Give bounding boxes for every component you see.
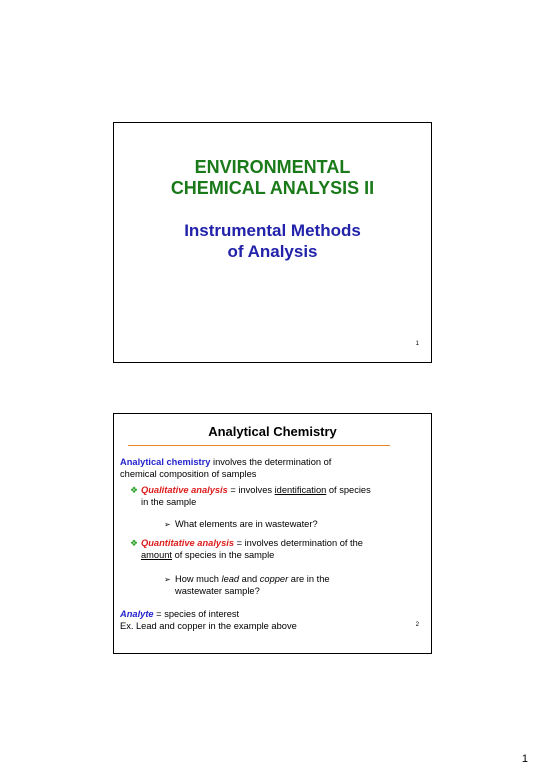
- quantitative-key: amount: [141, 549, 173, 560]
- qualitative-rest: of species: [326, 485, 371, 495]
- title-underline: [128, 445, 390, 446]
- slide-2-title: Analytical Chemistry: [208, 424, 337, 439]
- quant-sub-mid: and: [239, 574, 260, 584]
- page-number: 1: [521, 753, 528, 765]
- slide-1-number: 1: [415, 341, 419, 347]
- slide-1-subtitle: [114, 220, 431, 262]
- slide-2-number: 2: [415, 622, 419, 628]
- intro-paragraph: [120, 457, 425, 480]
- quant-sub-pre: How much: [175, 574, 222, 584]
- quant-sub-lead: lead: [221, 574, 240, 584]
- arrow-bullet-icon: ➢: [164, 575, 171, 584]
- qualitative-eq: = involves: [227, 485, 275, 495]
- subtitle-line-1: Instrumental Methods: [184, 221, 361, 240]
- slide-1: [113, 122, 432, 363]
- qualitative-sub-text: What elements are in wastewater?: [175, 519, 318, 529]
- quant-sub-line-2: wastewater sample?: [175, 585, 260, 596]
- qualitative-key: identification: [274, 485, 327, 495]
- arrow-bullet-icon: ➢: [164, 520, 171, 529]
- diamond-bullet-icon: ❖: [130, 485, 139, 495]
- intro-term: Analytical chemistry: [120, 457, 211, 467]
- diamond-bullet-icon: ❖: [130, 538, 139, 548]
- slide-1-title: [114, 157, 431, 199]
- analyte-term: Analyte: [120, 609, 154, 619]
- title-line-2: CHEMICAL ANALYSIS II: [170, 178, 375, 198]
- analyte-paragraph: [120, 609, 425, 632]
- intro-text-1: involves the determination of: [210, 457, 332, 467]
- intro-text-2: chemical composition of samples: [120, 468, 257, 479]
- quantitative-eq: = involves determination of the: [234, 538, 363, 548]
- slide-2: [113, 413, 432, 654]
- analyte-example: Ex. Lead and copper in the example above: [120, 620, 297, 631]
- quantitative-rest: of species in the sample: [172, 549, 275, 560]
- analyte-text: = species of interest: [153, 609, 240, 619]
- subtitle-line-2: of Analysis: [227, 242, 318, 261]
- qualitative-term: Qualitative analysis: [141, 485, 228, 495]
- quant-sub-post: are in the: [288, 574, 330, 584]
- quant-sub-copper: copper: [259, 574, 289, 584]
- title-line-1: ENVIRONMENTAL: [194, 157, 351, 177]
- quantitative-term: Quantitative analysis: [141, 538, 235, 548]
- qualitative-line-2: in the sample: [141, 496, 197, 507]
